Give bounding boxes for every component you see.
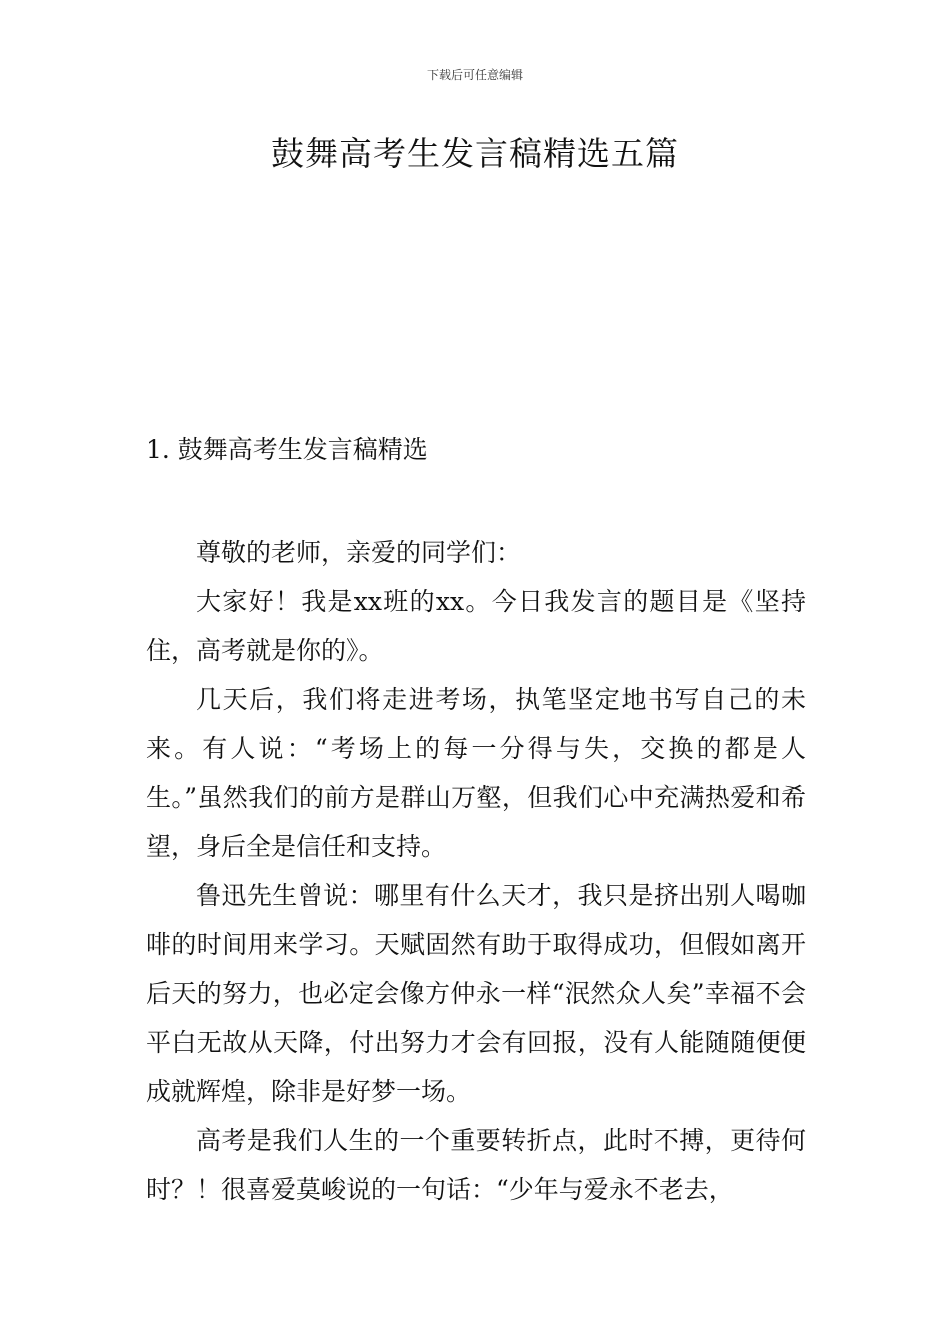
section-heading: 1. 鼓舞高考生发言稿精选	[146, 435, 428, 464]
document-title: 鼓舞高考生发言稿精选五篇	[271, 134, 679, 173]
header-note: 下载后可任意编辑	[426, 68, 523, 82]
paragraph: 几天后，我们将走进考场，执笔坚定地书写自己的未来。有人说：“考场上的每一分得与失，交换的都是人生。”虽然我们的前方是群山万壑，但我们心中充满热爱和希望，身后全是信任和支持。	[146, 685, 806, 861]
paragraph: 大家好！我是xx班的xx。今日我发言的题目是《坚持住，高考就是你的》。	[146, 587, 806, 665]
paragraph-salutation: 尊敬的老师，亲爱的同学们：	[196, 538, 522, 567]
body-text	[146, 528, 806, 1214]
paragraph: 鲁迅先生曾说：哪里有什么天才，我只是挤出别人喝咖啡的时间用来学习。天赋固然有助于取得成功，但假如离开后天的努力，也必定会像方仲永一样“泯然众人矣”幸福不会平白无故从天降，付出努力才会有回报，没有人能随随便便成就辉煌，除非是好梦一场。	[146, 881, 806, 1106]
paragraph: 高考是我们人生的一个重要转折点，此时不搏，更待何时？！很喜爱莫峻说的一句话：“少年与爱永不老去，	[146, 1126, 806, 1204]
